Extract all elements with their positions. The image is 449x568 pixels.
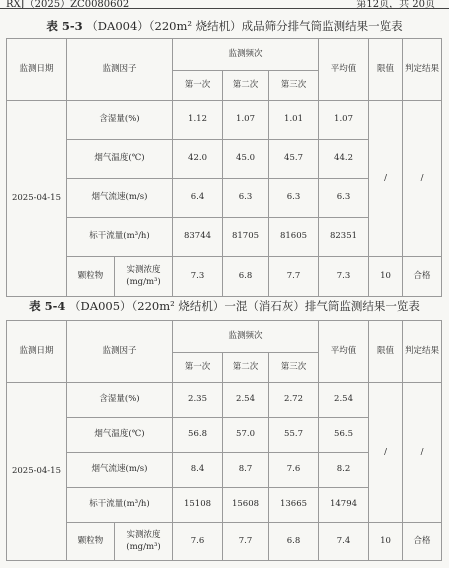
header-average: 平均值 [319,39,369,101]
monitoring-table-da005 [6,320,442,561]
factor-name: 烟气温度(℃) [67,418,173,453]
table-caption: （DA005）（220m² 烧结机）一混（消石灰）排气筒监测结果一览表 [69,299,420,313]
particle-concentration-label [115,257,173,297]
value-first: 15108 [173,488,223,523]
value-first: 6.4 [173,179,223,218]
factor-name: 标干流量(m³/h) [67,218,173,257]
value-first: 8.4 [173,453,223,488]
table-row [7,101,442,140]
value-average: 7.3 [319,257,369,297]
value-second: 6.8 [223,257,269,297]
value-limit: 10 [369,523,403,561]
header-frequency: 监测频次 [173,321,319,353]
value-second: 7.7 [223,523,269,561]
value-average: 44.2 [319,140,369,179]
particle-name: 颗粒物 [67,523,115,561]
factor-name: 含湿量(%) [67,101,173,140]
factor-name: 烟气流速(m/s) [67,453,173,488]
merged-judgement: / [403,383,442,523]
table-number: 表 5-4 [29,299,66,313]
header-limit: 限值 [369,321,403,383]
value-second: 15608 [223,488,269,523]
header-judgement: 判定结果 [403,39,442,101]
value-average: 56.5 [319,418,369,453]
header-second: 第二次 [223,71,269,101]
value-third: 6.8 [269,523,319,561]
value-limit: 10 [369,257,403,297]
header-first: 第一次 [173,71,223,101]
header-frequency: 监测频次 [173,39,319,71]
header-average: 平均值 [319,321,369,383]
merged-judgement: / [403,101,442,257]
value-average: 82351 [319,218,369,257]
value-third: 13665 [269,488,319,523]
value-judgement: 合格 [403,257,442,297]
value-average: 1.07 [319,101,369,140]
particle-concentration-label [115,523,173,561]
value-first: 1.12 [173,101,223,140]
header-date: 监测日期 [7,321,67,383]
value-first: 2.35 [173,383,223,418]
table-title [0,298,449,314]
value-judgement: 合格 [403,523,442,561]
table-row [7,523,442,561]
value-second: 8.7 [223,453,269,488]
factor-name: 烟气流速(m/s) [67,179,173,218]
value-average: 6.3 [319,179,369,218]
merged-limit: / [369,383,403,523]
value-second: 6.3 [223,179,269,218]
header-first: 第一次 [173,353,223,383]
factor-name: 标干流量(m³/h) [67,488,173,523]
value-first: 83744 [173,218,223,257]
particle-unit: (mg/m³) [126,541,161,552]
value-first: 7.6 [173,523,223,561]
particle-sub-label: 实测浓度 [126,530,161,541]
particle-unit: (mg/m³) [126,276,161,287]
value-second: 2.54 [223,383,269,418]
value-second: 81705 [223,218,269,257]
header-judgement: 判定结果 [403,321,442,383]
table-row [7,383,442,418]
value-average: 7.4 [319,523,369,561]
value-first: 56.8 [173,418,223,453]
monitoring-table-da004 [6,38,442,297]
value-first: 7.3 [173,257,223,297]
value-average: 2.54 [319,383,369,418]
header-date: 监测日期 [7,39,67,101]
table-title [0,18,449,34]
value-third: 55.7 [269,418,319,453]
header-second: 第二次 [223,353,269,383]
header-third: 第三次 [269,353,319,383]
table-row [7,257,442,297]
value-third: 1.01 [269,101,319,140]
table-caption: （DA004）（220m² 烧结机）成品筛分排气筒监测结果一览表 [86,19,403,33]
page-number: 第12页，共 20页 [356,0,435,10]
table-number: 表 5-3 [46,19,83,33]
value-average: 8.2 [319,453,369,488]
monitor-date: 2025-04-15 [7,383,67,561]
value-third: 81605 [269,218,319,257]
value-third: 7.7 [269,257,319,297]
particle-sub-label: 实测浓度 [126,265,161,276]
value-third: 7.6 [269,453,319,488]
header-third: 第三次 [269,71,319,101]
factor-name: 含湿量(%) [67,383,173,418]
factor-name: 烟气温度(℃) [67,140,173,179]
header-divider [0,8,449,9]
value-third: 2.72 [269,383,319,418]
value-second: 45.0 [223,140,269,179]
particle-name: 颗粒物 [67,257,115,297]
value-third: 6.3 [269,179,319,218]
value-second: 1.07 [223,101,269,140]
merged-limit: / [369,101,403,257]
value-third: 45.7 [269,140,319,179]
value-average: 14794 [319,488,369,523]
document-code: RXJ（2025）ZC0080602 [6,0,130,10]
header-limit: 限值 [369,39,403,101]
header-factor: 监测因子 [67,321,173,383]
monitor-date: 2025-04-15 [7,101,67,297]
value-second: 57.0 [223,418,269,453]
value-first: 42.0 [173,140,223,179]
header-factor: 监测因子 [67,39,173,101]
